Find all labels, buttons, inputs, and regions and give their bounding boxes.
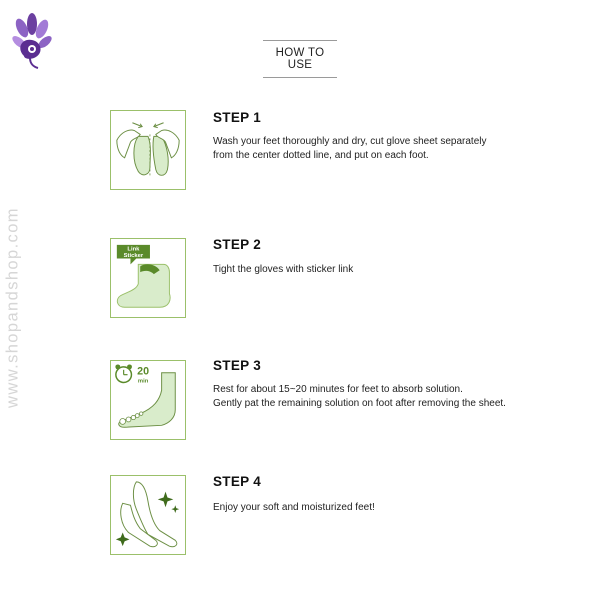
hands-putting-on-foot-sheet-icon bbox=[110, 110, 186, 190]
link-label-line-1: Link bbox=[127, 246, 140, 253]
step-2-title: STEP 2 bbox=[213, 237, 262, 252]
step-1-text: Wash your feet thoroughly and dry, cut glove sheet separately from the center dotted line, and put on each foot. bbox=[213, 136, 487, 161]
timer-number: 20 bbox=[137, 365, 150, 378]
timer-unit: min bbox=[137, 378, 149, 385]
step-2-text: Tight the gloves with sticker link bbox=[213, 264, 354, 275]
section-header bbox=[262, 40, 338, 78]
header-bottom-rule bbox=[263, 77, 337, 78]
step-1-title: STEP 1 bbox=[213, 110, 262, 125]
watermark-text: www.shopandshop.com bbox=[3, 207, 22, 408]
page-title: HOW TO USE bbox=[275, 47, 325, 71]
step-4-text: Enjoy your soft and moisturized feet! bbox=[213, 502, 375, 513]
peacock-feather-logo-icon bbox=[10, 12, 52, 70]
foot-with-sticker-link-icon bbox=[110, 238, 186, 318]
step-3-title: STEP 3 bbox=[213, 358, 262, 373]
sticker-label-line-2: Sticker bbox=[123, 253, 144, 260]
sparkling-feet-icon bbox=[110, 475, 186, 555]
step-4-title: STEP 4 bbox=[213, 474, 262, 489]
step-3-text: Rest for about 15~20 minutes for feet to absorb solution. Gently pat the remaining solution on foot after removing the sheet. bbox=[213, 384, 506, 409]
alarm-clock-foot-icon bbox=[110, 360, 186, 440]
